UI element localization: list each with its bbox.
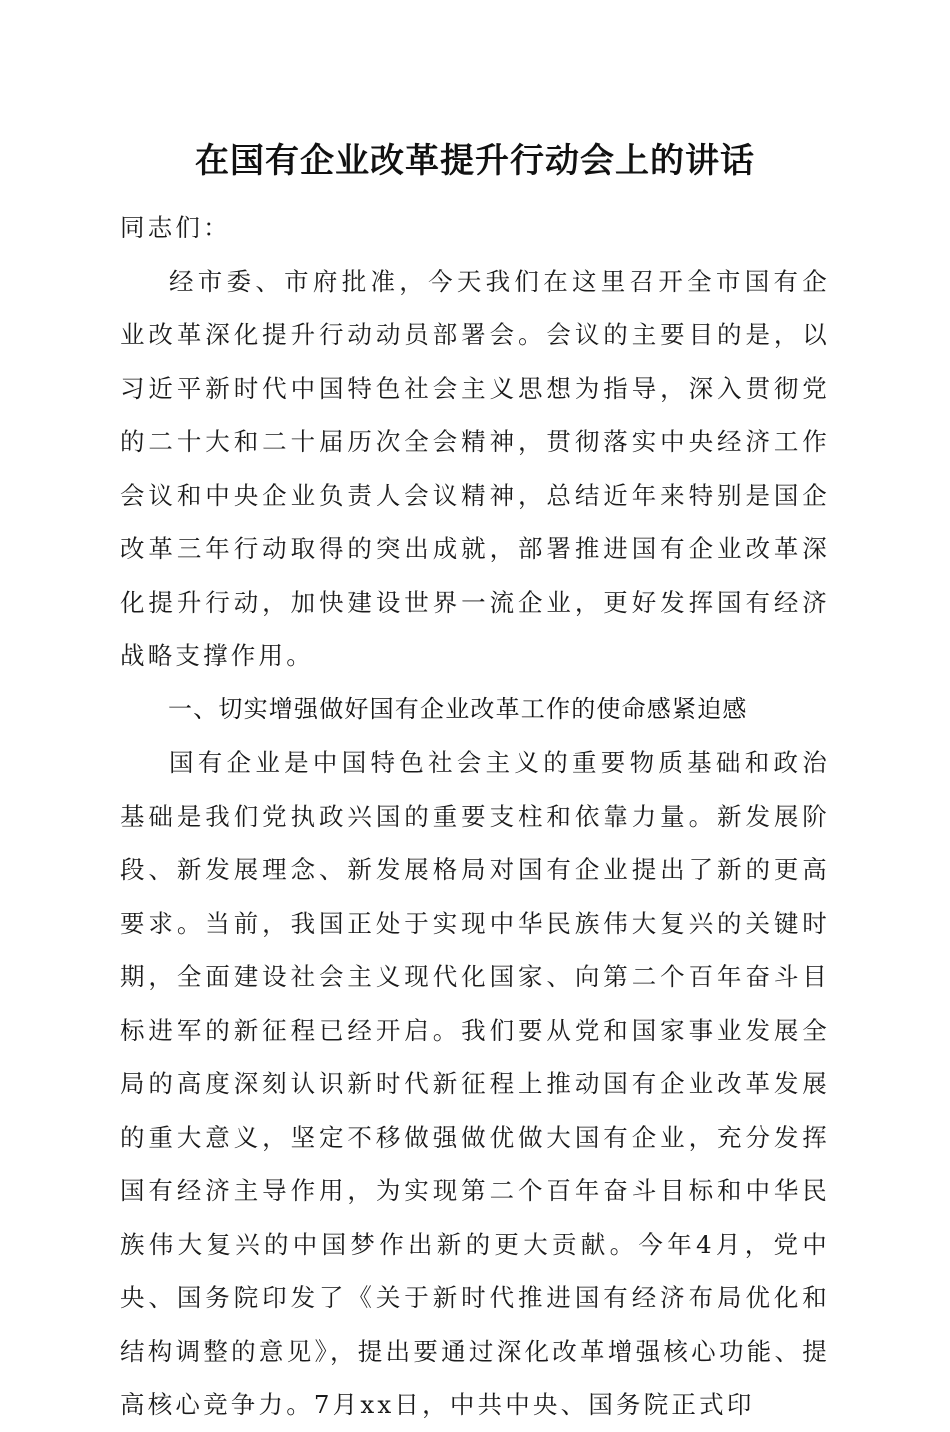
paragraph-intro: 经市委、市府批准，今天我们在这里召开全市国有企业改革深化提升行动动员部署会。会议的主要目的是，以习近平新时代中国特色社会主义思想为指导，深入贯彻党的二十大和二十届历次全会精神，贯彻落实中央经济工作会议和中央企业负责人会议精神，总结近年来特别是国企改革三年行动取得的突出成就，部署推进国有企业改革深化提升行动，加快建设世界一流企业，更好发挥国有经济战略支撑作用。 — [120, 266, 830, 670]
document-body — [120, 201, 830, 1432]
document-title: 在国有企业改革提升行动会上的讲话 — [195, 141, 755, 181]
salutation: 同志们： — [120, 213, 231, 242]
paragraph-body: 国有企业是中国特色社会主义的重要物质基础和政治基础是我们党执政兴国的重要支柱和依靠力量。新发展阶段、新发展理念、新发展格局对国有企业提出了新的更高要求。当前，我国正处于实现中华民族伟大复兴的关键时期，全面建设社会主义现代化国家、向第二个百年奋斗目标进军的新征程已经开启。我们要从党和国家事业发展全局的高度深刻认识新时代新征程上推动国有企业改革发展的重大意义，坚定不移做强做优做大国有企业，充分发挥国有经济主导作用，为实现第二个百年奋斗目标和中华民族伟大复兴的中国梦作出新的更大贡献。今年4月，党中央、国务院印发了《关于新时代推进国有经济布局优化和结构调整的意见》，提出要通过深化改革增强核心功能、提高核心竞争力。7月xx日，中共中央、国务院正式印 — [120, 748, 830, 1419]
section-heading: 一、切实增强做好国有企业改革工作的使命感紧迫感 — [168, 694, 748, 723]
